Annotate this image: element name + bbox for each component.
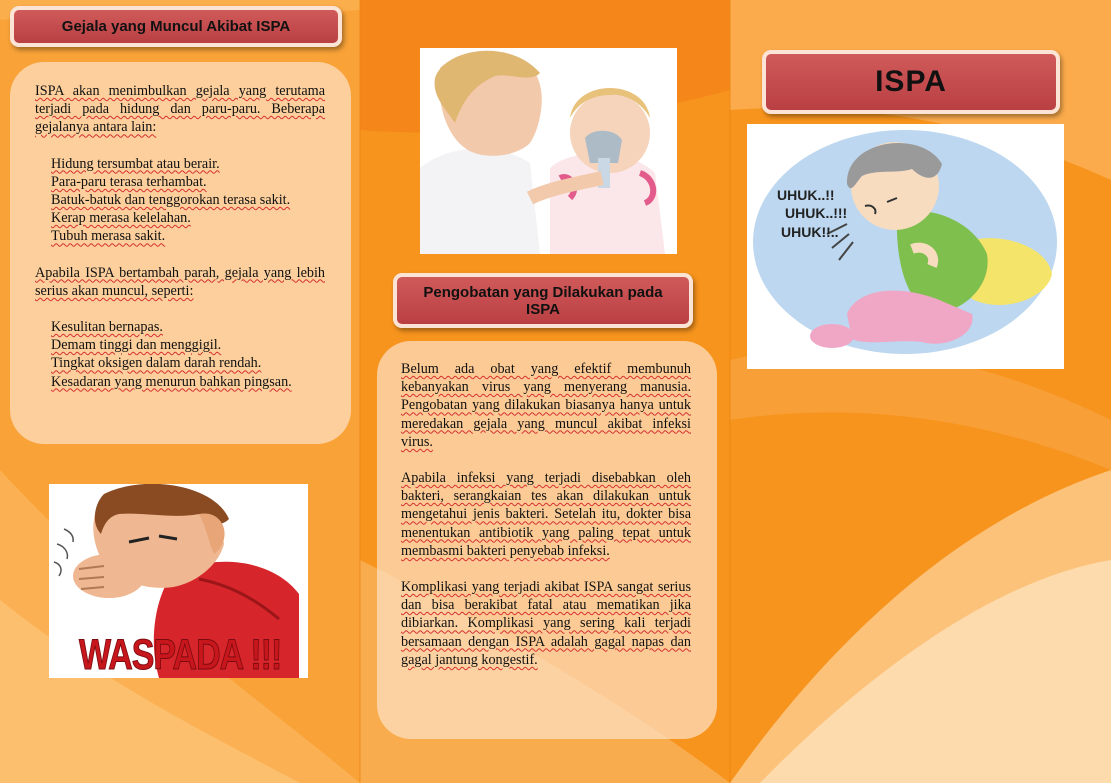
warning-cough-image [49, 484, 308, 678]
list-item: Tubuh merasa sakit. [51, 228, 166, 245]
list-item: Batuk-batuk dan tenggorokan terasa sakit. [51, 192, 291, 209]
nebulizer-photo [420, 48, 677, 254]
cough-line: UHUK..!!! [785, 205, 848, 221]
nebulizer-treatment-illustration [420, 48, 677, 254]
symptoms-title-box [10, 6, 342, 47]
list-item: Kerap merasa kelelahan. [51, 210, 191, 227]
treatment-paragraph-1: Belum ada obat yang efektif membunuh kebanyakan virus yang menyerang manusia. Pengobatan yang dilakukan biasanya hanya untuk meredakan gejala yang muncul akibat infeksi virus. [401, 361, 691, 450]
list-item: Demam tinggi dan menggigil. [51, 337, 222, 354]
symptoms-intro: ISPA akan menimbulkan gejala yang terutama terjadi pada hidung dan paru-paru. Beberapa gejalanya antara lain: [35, 83, 325, 136]
treatment-paragraph-3: Komplikasi yang terjadi akibat ISPA sangat serius dan bisa berakibat fatal atau mematikan jika dibiarkan. Komplikasi yang sering kali terjadi bersamaan dengan ISPA adalah gagal napas dan gagal jantung kongestif. [401, 579, 691, 668]
symptoms-severe-intro: Apabila ISPA bertambah parah, gejala yang lebih serius akan muncul, seperti: [35, 264, 325, 299]
list-item: Para-paru terasa terhambat. [51, 173, 207, 190]
cough-line: UHUK!!.. [781, 224, 839, 240]
cover-title: ISPA [875, 65, 947, 98]
treatment-paragraph-2: Apabila infeksi yang terjadi disebabkan oleh bakteri, serangkaian tes akan dilakukan untuk mengetahui jenis bakteri. Setelah itu, dokter bisa menentukan antibiotik yang paling tepat untuk membasmi bakteri penyebab infeksi. [401, 470, 691, 559]
symptoms-text [35, 82, 325, 391]
treatment-title: Pengobatan yang Dilakukan pada ISPA [423, 283, 663, 318]
cough-line: UHUK..!! [777, 187, 835, 203]
list-item: Kesulitan bernapas. [51, 319, 163, 336]
cover-title-box [762, 50, 1060, 114]
coughing-child-image [747, 124, 1064, 369]
list-item: Kesadaran yang menurun bahkan pingsan. [51, 373, 292, 390]
warning-label [79, 631, 281, 678]
coughing-man-illustration [49, 484, 308, 678]
symptoms-list-basic [35, 155, 325, 246]
symptoms-list-severe [35, 318, 325, 391]
coughing-child-illustration [747, 124, 1064, 369]
list-item: Tingkat oksigen dalam darah rendah. [51, 355, 262, 372]
list-item: Hidung tersumbat atau berair. [51, 155, 220, 172]
treatment-text [401, 360, 691, 669]
svg-text:WASPADA !!!: WASPADA !!! [79, 631, 282, 678]
symptoms-title: Gejala yang Muncul Akibat ISPA [61, 18, 291, 35]
treatment-title-box [393, 273, 693, 328]
